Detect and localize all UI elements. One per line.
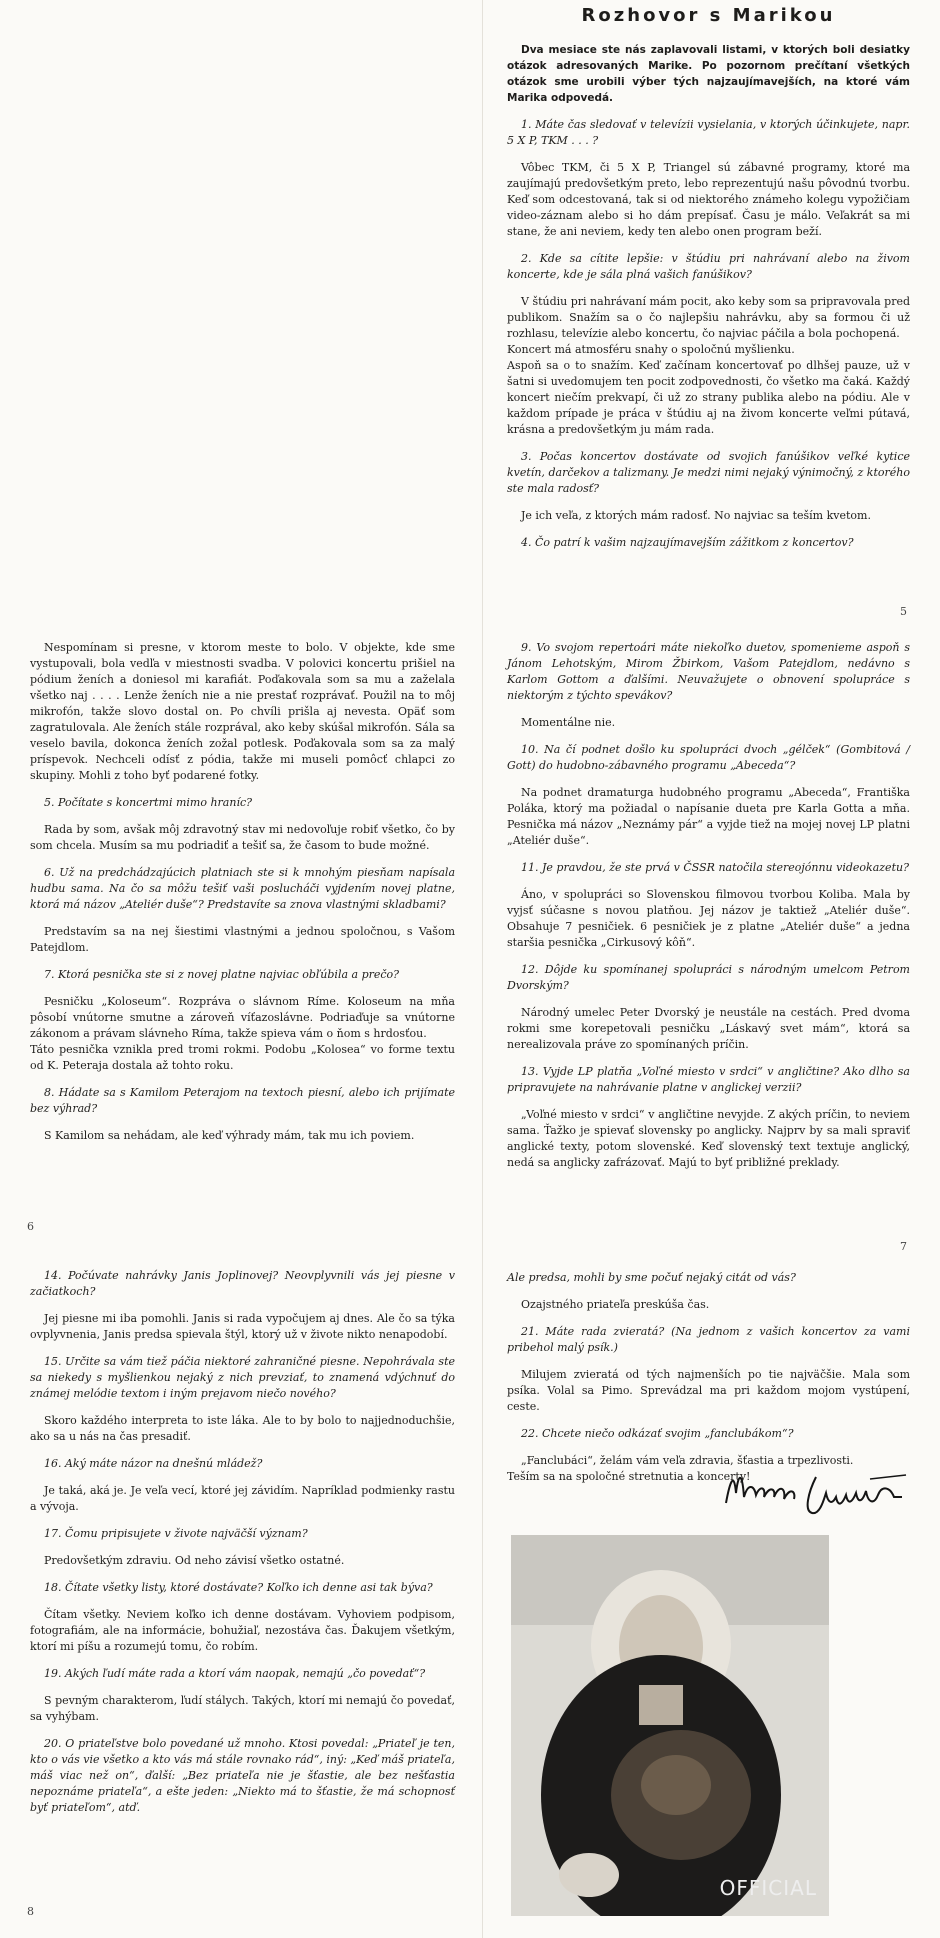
answer-9: Momentálne nie. xyxy=(521,716,616,729)
answer-4: Nespomínam si presne, v ktorom meste to bolo. V objekte, kde sme vystupovali, bola vedľa v miestnosti svadba. V polovici koncertu prišiel na pódium ženích a doniesol mi karafiát. Poďakovala som sa mu a zaželala všetko naj . . . . Lenže ženích nie a nie prestať rozprávať. Použil na to môj mikrofón, takže slovo dostal on. Po chvíli prišla aj nevesta. Opäť som zagratulovala. Ale ženích stále rozprával, ako keby skúšal mikrofón. Sála sa veselo bavila, dokonca ženích zožal potlesk. Poďakovala som sa za malý príspevok. Nechceli odísť z pódia, takže mi museli pomôcť chlapci zo skupiny. Mohli z toho byť podarené fotky. xyxy=(30,641,455,782)
answer-14: Jej piesne mi iba pomohli. Janis si rada vypočujem aj dnes. Ale čo sa týka ovplyvnenia, Janis predsa spievala štýl, ktorý už v živote nikto nenapodobí. xyxy=(30,1312,455,1341)
question-5: 5. Počítate s koncertmi mimo hraníc? xyxy=(44,796,253,809)
question-2: 2. Kde sa cítite lepšie: v štúdiu pri nahrávaní alebo na živom koncerte, kde je sála plná vašich fanúšikov? xyxy=(507,252,910,281)
question-18: 18. Čítate všetky listy, ktoré dostávate? Koľko ich denne asi tak býva? xyxy=(44,1581,433,1594)
question-16: 16. Aký máte názor na dnešnú mládež? xyxy=(44,1457,263,1470)
answer-7b: Táto pesnička vznikla pred tromi rokmi. Podobu „Kolosea“ vo forme textu od K. Peteraja dostala až tohto roku. xyxy=(30,1043,455,1072)
answer-22a: „Fanclubáci“, želám vám veľa zdravia, šťastia a trpezlivosti. xyxy=(521,1454,854,1467)
portrait-photo-drawing xyxy=(511,1535,829,1916)
answer-13: „Voľné miesto v srdci“ v angličtine nevyjde. Z akých príčin, to neviem sama. Ťažko je spievať slovensky po anglicky. Najprv by sa mali spraviť anglické texty, potom slovenské. Keď slovenský text textuje anglický, nedá sa anglicky zafrázovať. Majú to byť približné preklady. xyxy=(507,1108,910,1169)
question-1: 1. Máte čas sledovať v televízii vysielania, v ktorých účinkujete, napr. 5 X P, TKM . . . ? xyxy=(507,118,910,147)
question-10: 10. Na čí podnet došlo ku spolupráci dvoch „gélček“ (Gombitová / Gott) do hudobno-zábavného programu „Abeceda“? xyxy=(507,743,910,772)
page-7 xyxy=(507,640,910,1182)
question-11: 11. Je pravdou, že ste prvá v ČSSR natočila stereojónnu videokazetu? xyxy=(521,861,909,874)
page-gutter xyxy=(482,0,483,1938)
page-number-7: 7 xyxy=(900,1240,907,1253)
question-4: 4. Čo patrí k vašim najzaujímavejším zážitkom z koncertov? xyxy=(521,536,854,549)
answer-18: Čítam všetky. Neviem koľko ich denne dostávam. Vyhoviem podpisom, fotografiám, ale na informácie, bohužiaľ, nezostáva čas. Ďakujem všetkým, ktorí mi píšu a rozumejú tomu, čo robím. xyxy=(30,1608,455,1653)
answer-10: Na podnet dramaturga hudobného programu „Abeceda“, Františka Poláka, ktorý ma požiadal o napísanie dueta pre Karla Gotta a mňa. Pesnička má názov „Neznámy pár“ a vyjde tiež na mojej novej LP platni „Ateliér duše“. xyxy=(507,786,910,847)
question-8: 8. Hádate sa s Kamilom Peterajom na textoch piesní, alebo ich prijímate bez výhrad? xyxy=(30,1086,455,1115)
page-6 xyxy=(30,640,455,1155)
page-number-5: 5 xyxy=(900,605,907,618)
page-number-6: 6 xyxy=(27,1220,34,1233)
answer-22b: Teším sa na spoločné stretnutia a koncerty! xyxy=(507,1470,751,1483)
answer-15: Skoro každého interpreta to iste láka. Ale to by bolo to najjednoduchšie, ako sa u nás na čas presadiť. xyxy=(30,1414,455,1443)
answer-2b: Koncert má atmosféru snahy o spoločnú myšlienku. xyxy=(507,343,795,356)
answer-17: Predovšetkým zdraviu. Od neho závisí všetko ostatné. xyxy=(44,1554,345,1567)
answer-5: Rada by som, avšak môj zdravotný stav mi nedovoľuje robiť všetko, čo by som chcela. Musím sa mu podriadiť a tešiť sa, že časom to bude možné. xyxy=(30,823,455,852)
question-13: 13. Vyjde LP platňa „Voľné miesto v srdci“ v angličtine? Ako dlho sa pripravujete na nahrávanie platne v anglickej verzii? xyxy=(507,1065,910,1094)
answer-2a: V štúdiu pri nahrávaní mám pocit, ako keby som sa pripravovala pred publikom. Snažím sa o čo najlepšiu nahrávku, aby sa formou či už rozhlasu, televízie alebo koncertu, čo najviac páčila a bola pochopená. xyxy=(507,295,911,340)
photo-label: OFFICIAL xyxy=(719,1876,817,1900)
answer-20: Ozajstného priateľa preskúša čas. xyxy=(521,1298,710,1311)
question-6: 6. Už na predchádzajúcich platniach ste si k mnohým piesňam napísala hudbu sama. Na čo sa môžu tešiť vaši poslucháči vyjdením novej platne, ktorá má názov „Ateliér duše“? Predstavíte sa znova vlastnými skladbami? xyxy=(30,866,455,911)
answer-8: S Kamilom sa nehádam, ale keď výhrady mám, tak mu ich poviem. xyxy=(44,1129,415,1142)
answer-7a: Pesničku „Koloseum“. Rozpráva o slávnom Ríme. Koloseum na mňa pôsobí vnútorne smutne a zároveň víťazoslávne. Podriaďuje sa vnútorne zákonom a právam slávneho Ríma, takže spieva vám o ňom s hrdosťou. xyxy=(30,995,455,1040)
intro-paragraph: Dva mesiace ste nás zaplavovali listami, v ktorých boli desiatky otázok adresovaných Marike. Po pozornom prečítaní všetkých otázok sme urobili výber tých najzaujímavejších, na ktoré vám Marika odpovedá. xyxy=(507,44,910,104)
page-number-8: 8 xyxy=(27,1905,34,1918)
portrait-photo xyxy=(511,1535,829,1916)
page-5 xyxy=(507,5,911,562)
answer-16: Je taká, aká je. Je veľa vecí, ktoré jej závidím. Napríklad podmienky rastu a vývoja. xyxy=(30,1484,455,1513)
answer-2c: Aspoň sa o to snažím. Keď začínam koncertovať po dlhšej pauze, už v šatni si uvedomujem ten pocit zodpovednosti, čo všetko ma čaká. Každý koncert niečím prekvapí, či už zo strany publika alebo na pódiu. Ale v každom prípade je práca v štúdiu aj na živom koncerte veľmi pútavá, krásna a predovšetkým ju mám rada. xyxy=(507,359,910,436)
question-19: 19. Akých ľudí máte rada a ktorí vám naopak, nemajú „čo povedať“? xyxy=(44,1667,426,1680)
question-12: 12. Dôjde ku spomínanej spolupráci s národným umelcom Petrom Dvorským? xyxy=(507,963,910,992)
question-17: 17. Čomu pripisujete v živote najväčší význam? xyxy=(44,1527,308,1540)
question-9: 9. Vo svojom repertoári máte niekoľko duetov, spomenieme aspoň s Jánom Lehotským, Mirom Žbirkom, Vašom Patejdlom, nedávno s Karlom Gottom a ďalšími. Neuvažujete o obnovení spolupráce s niektorým z týchto spevákov? xyxy=(507,641,910,702)
question-21: 21. Máte rada zvieratá? (Na jednom z vašich koncertov za vami pribehol malý psík.) xyxy=(507,1325,910,1354)
answer-21: Milujem zvieratá od tých najmenších po tie najväčšie. Mala som psíka. Volal sa Pimo. Sprevádzal ma pri každom mojom vystúpení, ceste. xyxy=(507,1368,910,1413)
question-3: 3. Počas koncertov dostávate od svojich fanúšikov veľké kytice kvetín, darčekov a talizmany. Je medzi nimi nejaký výnimočný, z ktorého ste mala radosť? xyxy=(507,450,910,495)
answer-19: S pevným charakterom, ľudí stálych. Takých, ktorí mi nemajú čo povedať, sa vyhýbam. xyxy=(30,1694,455,1723)
answer-11: Áno, v spolupráci so Slovenskou filmovou tvorbou Koliba. Mala by vyjsť súčasne s novou platňou. Jej názov je taktiež „Ateliér duše“. Obsahuje 7 pesničiek. 6 pesničiek je z platne „Ateliér duše“ a jedna staršia pesnička „Cirkusový kôň“. xyxy=(507,888,910,949)
answer-12: Národný umelec Peter Dvorský je neustále na cestách. Pred dvoma rokmi sme korepetovali pesničku „Láskavý svet mám“, ktorá sa nerealizovala práve zo spomínaných príčin. xyxy=(507,1006,910,1051)
answer-1: Vôbec TKM, či 5 X P, Triangel sú zábavné programy, ktoré ma zaujímajú predovšetkým preto, lebo reprezentujú našu pôvodnú tvorbu. Keď som odcestovaná, tak si od niektorého známeho kolegu vypožičiam video-záznam alebo si ho dám prepísať. Času je málo. Veľakrát sa mi stane, že ani neviem, kedy ten alebo onen program beží. xyxy=(507,161,910,238)
question-20-cont: Ale predsa, mohli by sme počuť nejaký citát od vás? xyxy=(507,1271,796,1284)
answer-3: Je ich veľa, z ktorých mám radosť. No najviac sa teším kvetom. xyxy=(521,509,871,522)
question-7: 7. Ktorá pesnička ste si z novej platne najviac obľúbila a prečo? xyxy=(44,968,400,981)
question-22: 22. Chcete niečo odkázať svojim „fanclubákom“? xyxy=(521,1427,794,1440)
article-title: Rozhovor s Marikou xyxy=(581,5,836,26)
question-15: 15. Určite sa vám tiež páčia niektoré zahraničné piesne. Nepohrávala ste sa niekedy s myšlienkou nejaký z nich prevziať, to znamená vdýchnuť do známej melódie textom i iným prejavom niečo nového? xyxy=(30,1355,455,1400)
signature-image xyxy=(720,1463,910,1521)
page-8 xyxy=(30,1268,455,1827)
question-20: 20. O priateľstve bolo povedané už mnoho. Ktosi povedal: „Priateľ je ten, kto o vás vie všetko a kto vás má stále rovnako rád“, iný: „Keď máš priateľa, máš viac než on“, ďalší: „Bez priateľa nie je šťastie, ale bez nešťastia nepoznáme priateľa“, a ešte jeden: „Niekto má to šťastie, že má schopnosť byť priateľom“, atď. xyxy=(30,1737,455,1814)
answer-6: Predstavím sa na nej šiestimi vlastnými a jednou spoločnou, s Vašom Patejdlom. xyxy=(30,925,455,954)
question-14: 14. Počúvate nahrávky Janis Joplinovej? Neovplyvnili vás jej piesne v začiatkoch? xyxy=(30,1269,455,1298)
